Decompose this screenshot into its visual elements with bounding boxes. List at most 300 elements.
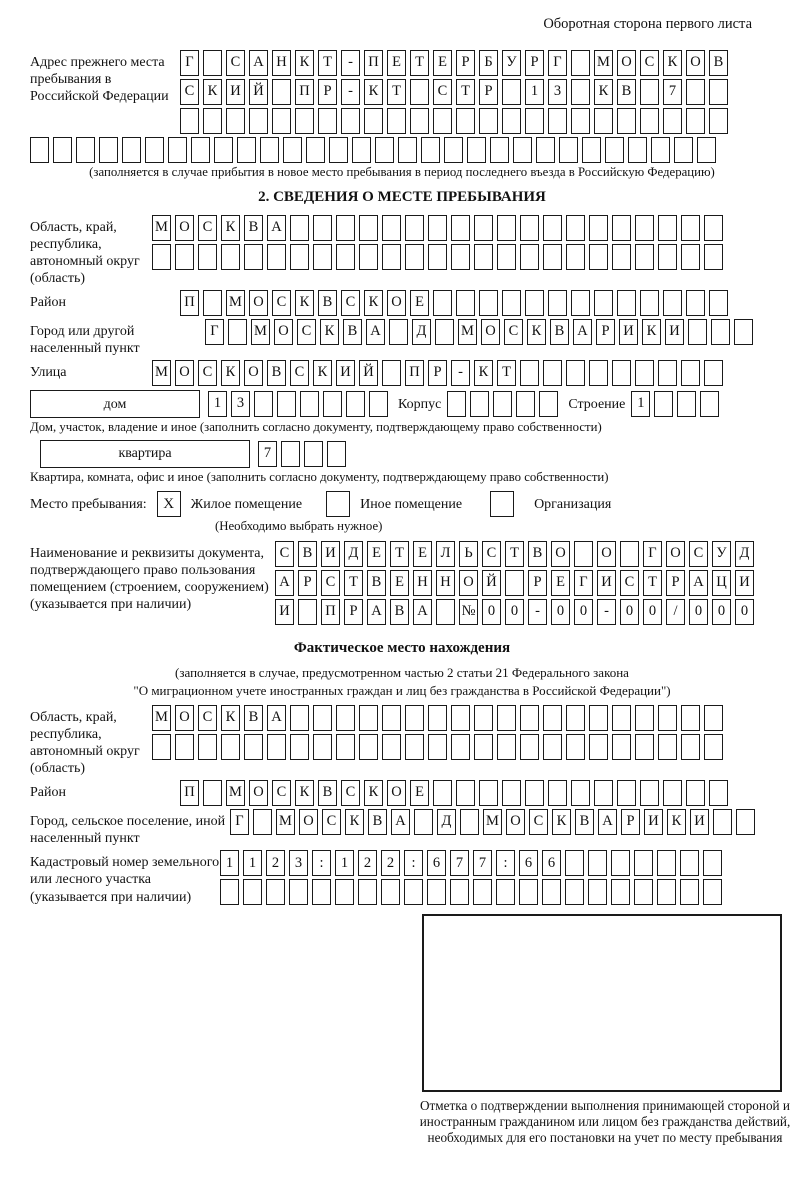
- char-cell[interactable]: [272, 79, 291, 105]
- char-cell[interactable]: [290, 215, 309, 241]
- char-cell[interactable]: [249, 108, 268, 134]
- char-cell[interactable]: [272, 108, 291, 134]
- char-cell[interactable]: [628, 137, 647, 163]
- char-cell[interactable]: П: [180, 780, 199, 806]
- char-cell[interactable]: К: [295, 290, 314, 316]
- char-cell[interactable]: В: [528, 541, 547, 567]
- char-cell[interactable]: [681, 215, 700, 241]
- char-cell[interactable]: А: [267, 215, 286, 241]
- char-cell[interactable]: [704, 705, 723, 731]
- char-cell[interactable]: С: [290, 360, 309, 386]
- char-cell[interactable]: А: [598, 809, 617, 835]
- char-cell[interactable]: [203, 50, 222, 76]
- char-cell[interactable]: [525, 108, 544, 134]
- char-cell[interactable]: /: [666, 599, 685, 625]
- char-cell[interactable]: К: [527, 319, 546, 345]
- char-cell[interactable]: 0: [689, 599, 708, 625]
- char-cell[interactable]: И: [735, 570, 754, 596]
- char-cell[interactable]: [566, 244, 585, 270]
- char-cell[interactable]: [382, 360, 401, 386]
- char-cell[interactable]: [589, 215, 608, 241]
- char-cell[interactable]: [704, 360, 723, 386]
- char-cell[interactable]: К: [345, 809, 364, 835]
- char-cell[interactable]: А: [249, 50, 268, 76]
- apartment-type-box[interactable]: квартира: [40, 440, 250, 468]
- char-cell[interactable]: Р: [298, 570, 317, 596]
- char-cell[interactable]: [571, 780, 590, 806]
- char-cell[interactable]: Д: [735, 541, 754, 567]
- char-cell[interactable]: [474, 244, 493, 270]
- char-cell[interactable]: Е: [413, 541, 432, 567]
- char-cell[interactable]: [493, 391, 512, 417]
- char-cell[interactable]: [283, 137, 302, 163]
- char-cell[interactable]: Г: [230, 809, 249, 835]
- char-cell[interactable]: [221, 734, 240, 760]
- char-cell[interactable]: [76, 137, 95, 163]
- char-cell[interactable]: В: [298, 541, 317, 567]
- char-cell[interactable]: [359, 244, 378, 270]
- char-cell[interactable]: С: [226, 50, 245, 76]
- char-cell[interactable]: [290, 244, 309, 270]
- char-cell[interactable]: [520, 244, 539, 270]
- char-cell[interactable]: [502, 780, 521, 806]
- char-cell[interactable]: Е: [433, 50, 452, 76]
- char-cell[interactable]: 2: [381, 850, 400, 876]
- char-cell[interactable]: 0: [620, 599, 639, 625]
- char-cell[interactable]: [543, 360, 562, 386]
- char-cell[interactable]: [520, 360, 539, 386]
- char-cell[interactable]: [295, 108, 314, 134]
- char-cell[interactable]: [198, 244, 217, 270]
- char-cell[interactable]: П: [321, 599, 340, 625]
- char-cell[interactable]: 3: [548, 79, 567, 105]
- char-cell[interactable]: 1: [208, 391, 227, 417]
- char-cell[interactable]: [214, 137, 233, 163]
- char-cell[interactable]: [589, 705, 608, 731]
- char-cell[interactable]: [281, 441, 300, 467]
- char-cell[interactable]: С: [275, 541, 294, 567]
- char-cell[interactable]: [657, 879, 676, 905]
- char-cell[interactable]: [175, 244, 194, 270]
- char-cell[interactable]: [398, 137, 417, 163]
- char-cell[interactable]: И: [321, 541, 340, 567]
- char-cell[interactable]: Т: [456, 79, 475, 105]
- char-cell[interactable]: К: [642, 319, 661, 345]
- char-cell[interactable]: М: [483, 809, 502, 835]
- char-cell[interactable]: [571, 50, 590, 76]
- char-cell[interactable]: В: [343, 319, 362, 345]
- char-cell[interactable]: [635, 215, 654, 241]
- char-cell[interactable]: 1: [335, 850, 354, 876]
- char-cell[interactable]: [327, 441, 346, 467]
- char-cell[interactable]: 6: [427, 850, 446, 876]
- char-cell[interactable]: 1: [243, 850, 262, 876]
- char-cell[interactable]: [427, 879, 446, 905]
- char-cell[interactable]: [336, 734, 355, 760]
- char-cell[interactable]: Д: [437, 809, 456, 835]
- char-cell[interactable]: [617, 780, 636, 806]
- char-cell[interactable]: И: [597, 570, 616, 596]
- char-cell[interactable]: А: [573, 319, 592, 345]
- char-cell[interactable]: [405, 215, 424, 241]
- char-cell[interactable]: [635, 244, 654, 270]
- char-cell[interactable]: С: [433, 79, 452, 105]
- char-cell[interactable]: [490, 137, 509, 163]
- char-cell[interactable]: [571, 108, 590, 134]
- char-cell[interactable]: К: [295, 780, 314, 806]
- char-cell[interactable]: К: [594, 79, 613, 105]
- char-cell[interactable]: [594, 780, 613, 806]
- char-cell[interactable]: [405, 705, 424, 731]
- char-cell[interactable]: 3: [231, 391, 250, 417]
- char-cell[interactable]: 2: [358, 850, 377, 876]
- char-cell[interactable]: Р: [428, 360, 447, 386]
- char-cell[interactable]: К: [313, 360, 332, 386]
- char-cell[interactable]: -: [341, 79, 360, 105]
- char-cell[interactable]: [474, 734, 493, 760]
- char-cell[interactable]: [502, 79, 521, 105]
- char-cell[interactable]: И: [644, 809, 663, 835]
- stay-type-checkbox-other-premises[interactable]: [326, 491, 350, 517]
- char-cell[interactable]: [369, 391, 388, 417]
- char-cell[interactable]: О: [551, 541, 570, 567]
- char-cell[interactable]: [681, 244, 700, 270]
- char-cell[interactable]: [450, 879, 469, 905]
- char-cell[interactable]: Т: [505, 541, 524, 567]
- char-cell[interactable]: Й: [249, 79, 268, 105]
- char-cell[interactable]: [428, 215, 447, 241]
- char-cell[interactable]: Г: [643, 541, 662, 567]
- char-cell[interactable]: [620, 541, 639, 567]
- char-cell[interactable]: С: [297, 319, 316, 345]
- char-cell[interactable]: [543, 215, 562, 241]
- char-cell[interactable]: [304, 441, 323, 467]
- char-cell[interactable]: М: [152, 360, 171, 386]
- char-cell[interactable]: [543, 244, 562, 270]
- char-cell[interactable]: О: [175, 360, 194, 386]
- char-cell[interactable]: К: [203, 79, 222, 105]
- char-cell[interactable]: [260, 137, 279, 163]
- char-cell[interactable]: [658, 244, 677, 270]
- char-cell[interactable]: В: [244, 705, 263, 731]
- char-cell[interactable]: [588, 850, 607, 876]
- char-cell[interactable]: [277, 391, 296, 417]
- char-cell[interactable]: Г: [574, 570, 593, 596]
- char-cell[interactable]: Е: [551, 570, 570, 596]
- char-cell[interactable]: [479, 108, 498, 134]
- char-cell[interactable]: [456, 780, 475, 806]
- char-cell[interactable]: [290, 705, 309, 731]
- char-cell[interactable]: [389, 319, 408, 345]
- char-cell[interactable]: [612, 734, 631, 760]
- char-cell[interactable]: И: [619, 319, 638, 345]
- char-cell[interactable]: [405, 244, 424, 270]
- char-cell[interactable]: П: [405, 360, 424, 386]
- char-cell[interactable]: [387, 108, 406, 134]
- char-cell[interactable]: [421, 137, 440, 163]
- char-cell[interactable]: [312, 879, 331, 905]
- char-cell[interactable]: Н: [413, 570, 432, 596]
- char-cell[interactable]: [467, 137, 486, 163]
- char-cell[interactable]: [382, 734, 401, 760]
- char-cell[interactable]: [594, 290, 613, 316]
- char-cell[interactable]: Е: [387, 50, 406, 76]
- char-cell[interactable]: 6: [542, 850, 561, 876]
- char-cell[interactable]: [244, 734, 263, 760]
- char-cell[interactable]: В: [550, 319, 569, 345]
- char-cell[interactable]: [617, 290, 636, 316]
- char-cell[interactable]: [505, 570, 524, 596]
- char-cell[interactable]: О: [387, 290, 406, 316]
- char-cell[interactable]: О: [459, 570, 478, 596]
- char-cell[interactable]: Е: [390, 570, 409, 596]
- char-cell[interactable]: [571, 290, 590, 316]
- char-cell[interactable]: К: [364, 780, 383, 806]
- char-cell[interactable]: [359, 705, 378, 731]
- char-cell[interactable]: [612, 360, 631, 386]
- char-cell[interactable]: [686, 108, 705, 134]
- char-cell[interactable]: [663, 108, 682, 134]
- char-cell[interactable]: Т: [344, 570, 363, 596]
- char-cell[interactable]: 0: [551, 599, 570, 625]
- char-cell[interactable]: [502, 108, 521, 134]
- char-cell[interactable]: [180, 108, 199, 134]
- char-cell[interactable]: Р: [479, 79, 498, 105]
- char-cell[interactable]: С: [482, 541, 501, 567]
- char-cell[interactable]: [433, 780, 452, 806]
- char-cell[interactable]: [444, 137, 463, 163]
- char-cell[interactable]: [559, 137, 578, 163]
- char-cell[interactable]: 0: [712, 599, 731, 625]
- char-cell[interactable]: [447, 391, 466, 417]
- char-cell[interactable]: О: [299, 809, 318, 835]
- char-cell[interactable]: И: [336, 360, 355, 386]
- char-cell[interactable]: [520, 734, 539, 760]
- char-cell[interactable]: М: [276, 809, 295, 835]
- char-cell[interactable]: [663, 780, 682, 806]
- char-cell[interactable]: [433, 108, 452, 134]
- char-cell[interactable]: [680, 850, 699, 876]
- char-cell[interactable]: М: [594, 50, 613, 76]
- char-cell[interactable]: А: [391, 809, 410, 835]
- char-cell[interactable]: [99, 137, 118, 163]
- char-cell[interactable]: Г: [205, 319, 224, 345]
- char-cell[interactable]: В: [709, 50, 728, 76]
- char-cell[interactable]: [221, 244, 240, 270]
- char-cell[interactable]: [709, 79, 728, 105]
- char-cell[interactable]: Р: [525, 50, 544, 76]
- char-cell[interactable]: [145, 137, 164, 163]
- char-cell[interactable]: [30, 137, 49, 163]
- stay-type-checkbox-residential[interactable]: X: [157, 491, 181, 517]
- char-cell[interactable]: [479, 780, 498, 806]
- char-cell[interactable]: [300, 391, 319, 417]
- char-cell[interactable]: С: [620, 570, 639, 596]
- char-cell[interactable]: Г: [180, 50, 199, 76]
- char-cell[interactable]: [588, 879, 607, 905]
- char-cell[interactable]: [657, 850, 676, 876]
- char-cell[interactable]: [152, 244, 171, 270]
- char-cell[interactable]: [709, 108, 728, 134]
- char-cell[interactable]: 1: [525, 79, 544, 105]
- char-cell[interactable]: [479, 290, 498, 316]
- char-cell[interactable]: М: [152, 705, 171, 731]
- char-cell[interactable]: Р: [596, 319, 615, 345]
- char-cell[interactable]: 6: [519, 850, 538, 876]
- char-cell[interactable]: [582, 137, 601, 163]
- char-cell[interactable]: А: [413, 599, 432, 625]
- char-cell[interactable]: [612, 244, 631, 270]
- char-cell[interactable]: М: [458, 319, 477, 345]
- char-cell[interactable]: [651, 137, 670, 163]
- char-cell[interactable]: О: [175, 215, 194, 241]
- char-cell[interactable]: [410, 108, 429, 134]
- char-cell[interactable]: 7: [450, 850, 469, 876]
- char-cell[interactable]: [680, 879, 699, 905]
- char-cell[interactable]: [313, 734, 332, 760]
- char-cell[interactable]: Р: [528, 570, 547, 596]
- char-cell[interactable]: О: [686, 50, 705, 76]
- char-cell[interactable]: К: [221, 360, 240, 386]
- char-cell[interactable]: 0: [505, 599, 524, 625]
- char-cell[interactable]: С: [529, 809, 548, 835]
- char-cell[interactable]: [364, 108, 383, 134]
- char-cell[interactable]: И: [275, 599, 294, 625]
- char-cell[interactable]: Т: [390, 541, 409, 567]
- char-cell[interactable]: 7: [473, 850, 492, 876]
- char-cell[interactable]: [566, 215, 585, 241]
- char-cell[interactable]: С: [322, 809, 341, 835]
- char-cell[interactable]: [451, 734, 470, 760]
- char-cell[interactable]: [686, 290, 705, 316]
- char-cell[interactable]: С: [341, 780, 360, 806]
- char-cell[interactable]: С: [198, 215, 217, 241]
- char-cell[interactable]: [640, 780, 659, 806]
- char-cell[interactable]: С: [341, 290, 360, 316]
- char-cell[interactable]: [681, 705, 700, 731]
- char-cell[interactable]: [346, 391, 365, 417]
- char-cell[interactable]: К: [663, 50, 682, 76]
- char-cell[interactable]: С: [689, 541, 708, 567]
- char-cell[interactable]: [548, 108, 567, 134]
- char-cell[interactable]: [736, 809, 755, 835]
- char-cell[interactable]: И: [690, 809, 709, 835]
- char-cell[interactable]: [404, 879, 423, 905]
- char-cell[interactable]: [565, 850, 584, 876]
- char-cell[interactable]: [640, 79, 659, 105]
- char-cell[interactable]: Т: [643, 570, 662, 596]
- char-cell[interactable]: В: [617, 79, 636, 105]
- char-cell[interactable]: [456, 108, 475, 134]
- char-cell[interactable]: Т: [497, 360, 516, 386]
- char-cell[interactable]: М: [226, 290, 245, 316]
- char-cell[interactable]: -: [341, 50, 360, 76]
- char-cell[interactable]: [175, 734, 194, 760]
- char-cell[interactable]: [565, 879, 584, 905]
- char-cell[interactable]: [323, 391, 342, 417]
- char-cell[interactable]: [674, 137, 693, 163]
- char-cell[interactable]: Д: [344, 541, 363, 567]
- char-cell[interactable]: [571, 79, 590, 105]
- char-cell[interactable]: [496, 879, 515, 905]
- char-cell[interactable]: [704, 215, 723, 241]
- char-cell[interactable]: С: [640, 50, 659, 76]
- char-cell[interactable]: [709, 290, 728, 316]
- char-cell[interactable]: П: [364, 50, 383, 76]
- char-cell[interactable]: [428, 734, 447, 760]
- stay-type-checkbox-organization[interactable]: [490, 491, 514, 517]
- char-cell[interactable]: [436, 599, 455, 625]
- char-cell[interactable]: [122, 137, 141, 163]
- char-cell[interactable]: В: [575, 809, 594, 835]
- char-cell[interactable]: [536, 137, 555, 163]
- char-cell[interactable]: [53, 137, 72, 163]
- char-cell[interactable]: [519, 879, 538, 905]
- char-cell[interactable]: [635, 705, 654, 731]
- char-cell[interactable]: [228, 319, 247, 345]
- char-cell[interactable]: 3: [289, 850, 308, 876]
- char-cell[interactable]: [542, 879, 561, 905]
- char-cell[interactable]: [520, 215, 539, 241]
- char-cell[interactable]: О: [249, 290, 268, 316]
- char-cell[interactable]: [451, 215, 470, 241]
- char-cell[interactable]: [428, 244, 447, 270]
- char-cell[interactable]: [382, 705, 401, 731]
- char-cell[interactable]: [451, 244, 470, 270]
- char-cell[interactable]: [548, 290, 567, 316]
- char-cell[interactable]: [539, 391, 558, 417]
- char-cell[interactable]: С: [198, 360, 217, 386]
- char-cell[interactable]: О: [506, 809, 525, 835]
- char-cell[interactable]: Р: [666, 570, 685, 596]
- char-cell[interactable]: [306, 137, 325, 163]
- char-cell[interactable]: [405, 734, 424, 760]
- char-cell[interactable]: [513, 137, 532, 163]
- char-cell[interactable]: Е: [367, 541, 386, 567]
- char-cell[interactable]: [410, 79, 429, 105]
- char-cell[interactable]: [658, 360, 677, 386]
- char-cell[interactable]: [589, 734, 608, 760]
- char-cell[interactable]: 2: [266, 850, 285, 876]
- char-cell[interactable]: [711, 319, 730, 345]
- char-cell[interactable]: [686, 79, 705, 105]
- char-cell[interactable]: [168, 137, 187, 163]
- char-cell[interactable]: 7: [663, 79, 682, 105]
- char-cell[interactable]: [473, 879, 492, 905]
- char-cell[interactable]: [243, 879, 262, 905]
- char-cell[interactable]: [566, 360, 585, 386]
- char-cell[interactable]: [611, 850, 630, 876]
- char-cell[interactable]: [658, 215, 677, 241]
- char-cell[interactable]: [703, 879, 722, 905]
- char-cell[interactable]: [313, 215, 332, 241]
- char-cell[interactable]: [341, 108, 360, 134]
- char-cell[interactable]: О: [175, 705, 194, 731]
- char-cell[interactable]: К: [474, 360, 493, 386]
- char-cell[interactable]: [313, 244, 332, 270]
- char-cell[interactable]: В: [318, 780, 337, 806]
- char-cell[interactable]: [543, 734, 562, 760]
- char-cell[interactable]: [497, 734, 516, 760]
- char-cell[interactable]: [548, 780, 567, 806]
- char-cell[interactable]: [474, 705, 493, 731]
- char-cell[interactable]: А: [366, 319, 385, 345]
- char-cell[interactable]: С: [272, 780, 291, 806]
- char-cell[interactable]: [681, 360, 700, 386]
- char-cell[interactable]: [254, 391, 273, 417]
- char-cell[interactable]: О: [274, 319, 293, 345]
- char-cell[interactable]: [697, 137, 716, 163]
